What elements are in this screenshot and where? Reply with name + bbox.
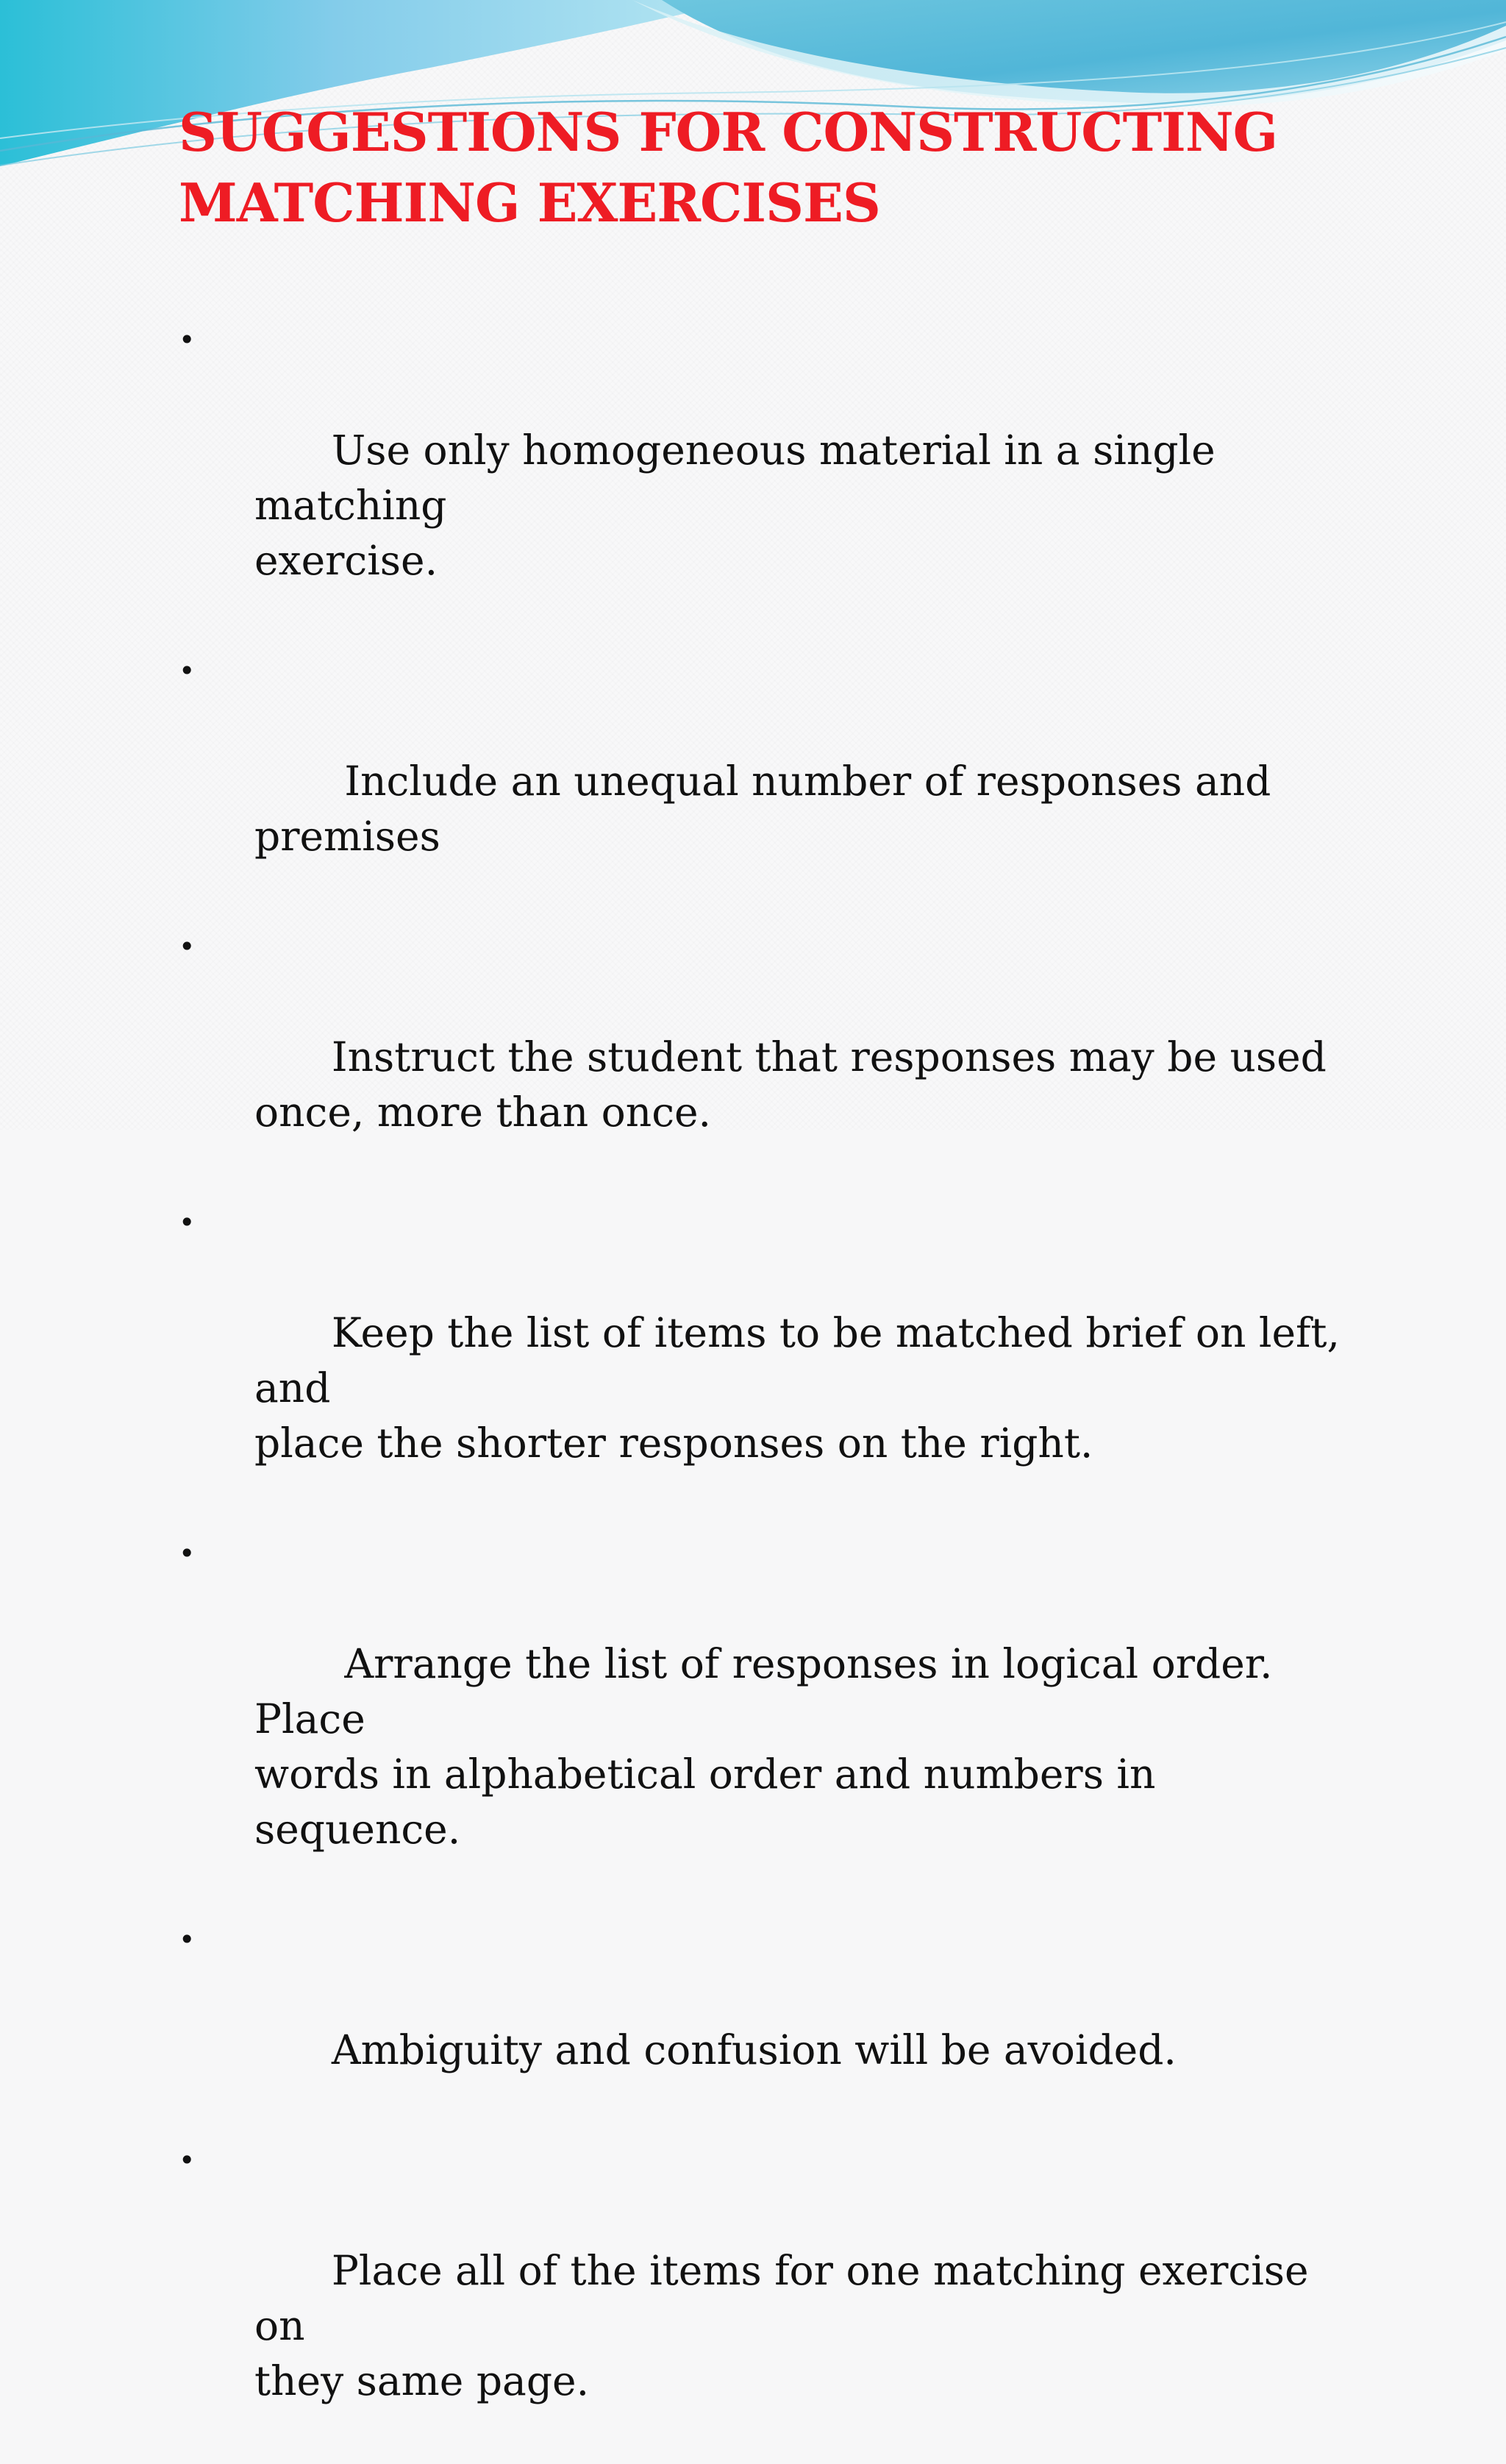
list-item <box>179 1526 1370 1912</box>
list-item <box>179 1912 1370 2133</box>
bullet-icon: • <box>179 930 196 963</box>
bullet-icon: • <box>179 655 196 687</box>
list-item <box>179 2133 1370 2464</box>
slide-title <box>179 97 1429 238</box>
list-item-text: Include an unequal number of responses and premises <box>254 758 1271 860</box>
list-item-text: Place all of the items for one matching exercise on they same page. <box>254 2247 1309 2404</box>
list-item <box>179 313 1370 644</box>
bullet-icon: • <box>179 324 196 356</box>
list-item <box>179 919 1370 1195</box>
list-item-text: Use only homogeneous material in a single matching exercise. <box>254 427 1216 584</box>
list-item-text: Keep the list of items to be matched brief on left, and place the shorter responses on the right. <box>254 1309 1340 1467</box>
title-line-two: MATCHING EXERCISES <box>179 171 880 234</box>
suggestion-list <box>179 313 1370 2464</box>
bullet-icon: • <box>179 2144 196 2176</box>
bullet-icon: • <box>179 1923 196 1956</box>
list-item <box>179 1195 1370 1526</box>
list-item-text: Arrange the list of responses in logical order. Place words in alphabetical order and numbers in sequence. <box>254 1640 1273 1853</box>
list-item <box>179 644 1370 919</box>
list-item-text: Ambiguity and confusion will be avoided. <box>331 2026 1177 2073</box>
bullet-icon: • <box>179 1537 196 1570</box>
title-line-one: SUGGESTIONS FOR CONSTRUCTING <box>179 101 1278 163</box>
bullet-icon: • <box>179 1206 196 1239</box>
list-item-text: Instruct the student that responses may be used once, more than once. <box>254 1033 1327 1136</box>
